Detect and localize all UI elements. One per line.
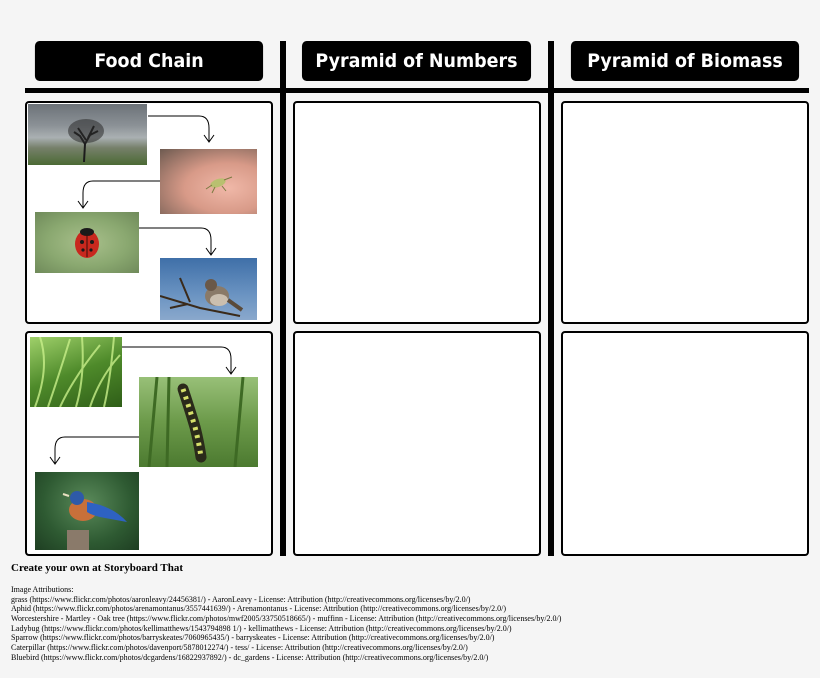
attribution-line: Aphid (https://www.flickr.com/photos/arenamontanus/3557441639/) - Arenamontanus - License: Attribution (http://creativecommons.org/licenses/by/2.0/) bbox=[11, 604, 507, 614]
header-divider bbox=[25, 88, 809, 93]
image-attributions bbox=[11, 585, 561, 663]
attribution-line: Bluebird (https://www.flickr.com/photos/dcgardens/16822937892/) - dc_gardens - License: Attribution (http://creativecommons.org/licenses/by/2.0/) bbox=[11, 652, 489, 662]
attribution-line: grass (https://www.flickr.com/photos/aaronleavy/24456381/) - AaronLeavy - License: Attribution (http://creativecommons.org/licenses/by/2.0/) bbox=[11, 594, 471, 604]
column-divider-1 bbox=[280, 41, 286, 556]
attribution-line: Worcestershire - Martley - Oak tree (https://www.flickr.com/photos/mwf2005/33750518665/) - muffinn - License: Attribution (http://creativecommons.org/licenses/by/2.0/) bbox=[11, 614, 562, 624]
food-chain-cell-2[interactable] bbox=[25, 331, 273, 556]
header-pyramid-of-numbers: Pyramid of Numbers bbox=[302, 41, 531, 81]
food-chain-cell-1[interactable] bbox=[25, 101, 273, 324]
arrow-grass-to-caterpillar-to-bluebird bbox=[27, 333, 275, 558]
header-food-chain: Food Chain bbox=[35, 41, 263, 81]
attribution-line: Sparrow (https://www.flickr.com/photos/barryskeates/7060965435/) - barryskeates - License: Attribution (http://creativecommons.org/licenses/by/2.0/) bbox=[11, 633, 495, 643]
pyramid-of-numbers-cell-1[interactable] bbox=[293, 101, 541, 324]
storyboard-cta[interactable]: Create your own at Storyboard That bbox=[11, 562, 184, 574]
pyramid-of-biomass-cell-1[interactable] bbox=[561, 101, 809, 324]
attribution-line: Ladybug (https://www.flickr.com/photos/kellimatthews/1543794898 1/) - kellimatthews - License: Attribution (http://creativecommons.org/licenses/by/2.0/) bbox=[11, 623, 512, 633]
pyramid-of-biomass-cell-2[interactable] bbox=[561, 331, 809, 556]
column-divider-2 bbox=[548, 41, 554, 556]
header-pyramid-of-biomass: Pyramid of Biomass bbox=[571, 41, 799, 81]
attribution-line: Caterpillar (https://www.flickr.com/photos/davenport/5878012274/) - tess/ - License: Attribution (http://creativecommons.org/licenses/by/2.0/) bbox=[11, 643, 468, 653]
arrow-tree-to-aphid bbox=[27, 103, 275, 326]
pyramid-of-numbers-cell-2[interactable] bbox=[293, 331, 541, 556]
attributions-title: Image Attributions: bbox=[11, 585, 74, 594]
